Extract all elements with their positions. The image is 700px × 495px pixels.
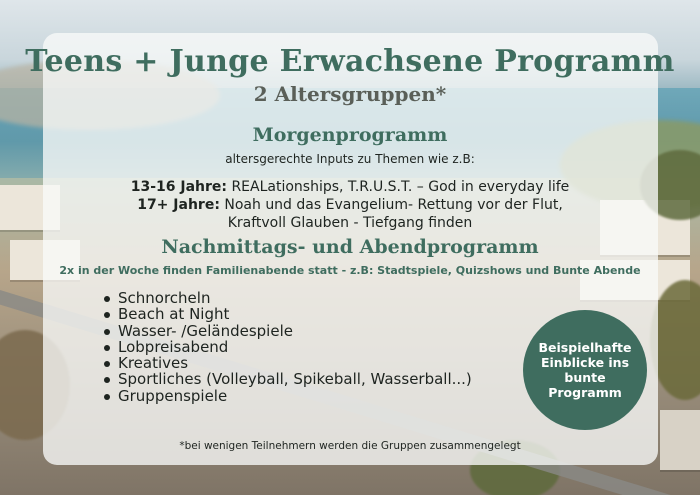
morning-heading: Morgenprogramm [252,124,448,146]
bullet-icon [104,345,110,351]
afternoon-intro: 2x in der Woche finden Familienabende statt - z.B: Stadtspiele, Quizshows und Bunte Abende [59,264,641,277]
badge-line: bunte [564,370,606,385]
bullet-icon [104,329,110,335]
list-item: Beach at Night [104,306,472,322]
afternoon-heading: Nachmittags- und Abendprogramm [161,236,539,258]
list-item: Kreatives [104,355,472,371]
list-item: Gruppenspiele [104,388,472,404]
program-badge [523,310,647,430]
age-group-13-16 [0,178,700,196]
page-subtitle: 2 Altersgruppen* [253,82,447,106]
age-group-17-plus [0,196,700,214]
bullet-icon [104,361,110,367]
list-item: Schnorcheln [104,290,472,306]
bullet-icon [104,312,110,318]
badge-line: Programm [548,385,622,400]
badge-line: Beispielhafte [538,340,632,355]
morning-intro: altersgerechte Inputs zu Themen wie z.B: [225,152,475,166]
list-item: Sportliches (Volleyball, Spikeball, Wasserball...) [104,371,472,387]
age-topics: Kraftvoll Glauben - Tiefgang finden [227,215,473,231]
list-item: Lobpreisabend [104,339,472,355]
age-label: 17+ Jahre: [137,197,220,213]
age-topics: Noah und das Evangelium- Rettung vor der Flut, [219,197,563,213]
badge-line: Einblicke ins [540,355,630,370]
bullet-icon [104,377,110,383]
bullet-icon [104,296,110,302]
footnote: *bei wenigen Teilnehmern werden die Gruppen zusammengelegt [179,440,521,452]
activity-list [104,290,472,404]
bullet-icon [104,394,110,400]
age-label: 13-16 Jahre: [130,179,227,195]
age-topics: REALationships, T.R.U.S.T. – God in everyday life [227,179,570,195]
list-item: Wasser- /Geländespiele [104,323,472,339]
page-title: Teens + Junge Erwachsene Programm [25,44,675,79]
age-group-17-plus-continued [0,214,700,232]
